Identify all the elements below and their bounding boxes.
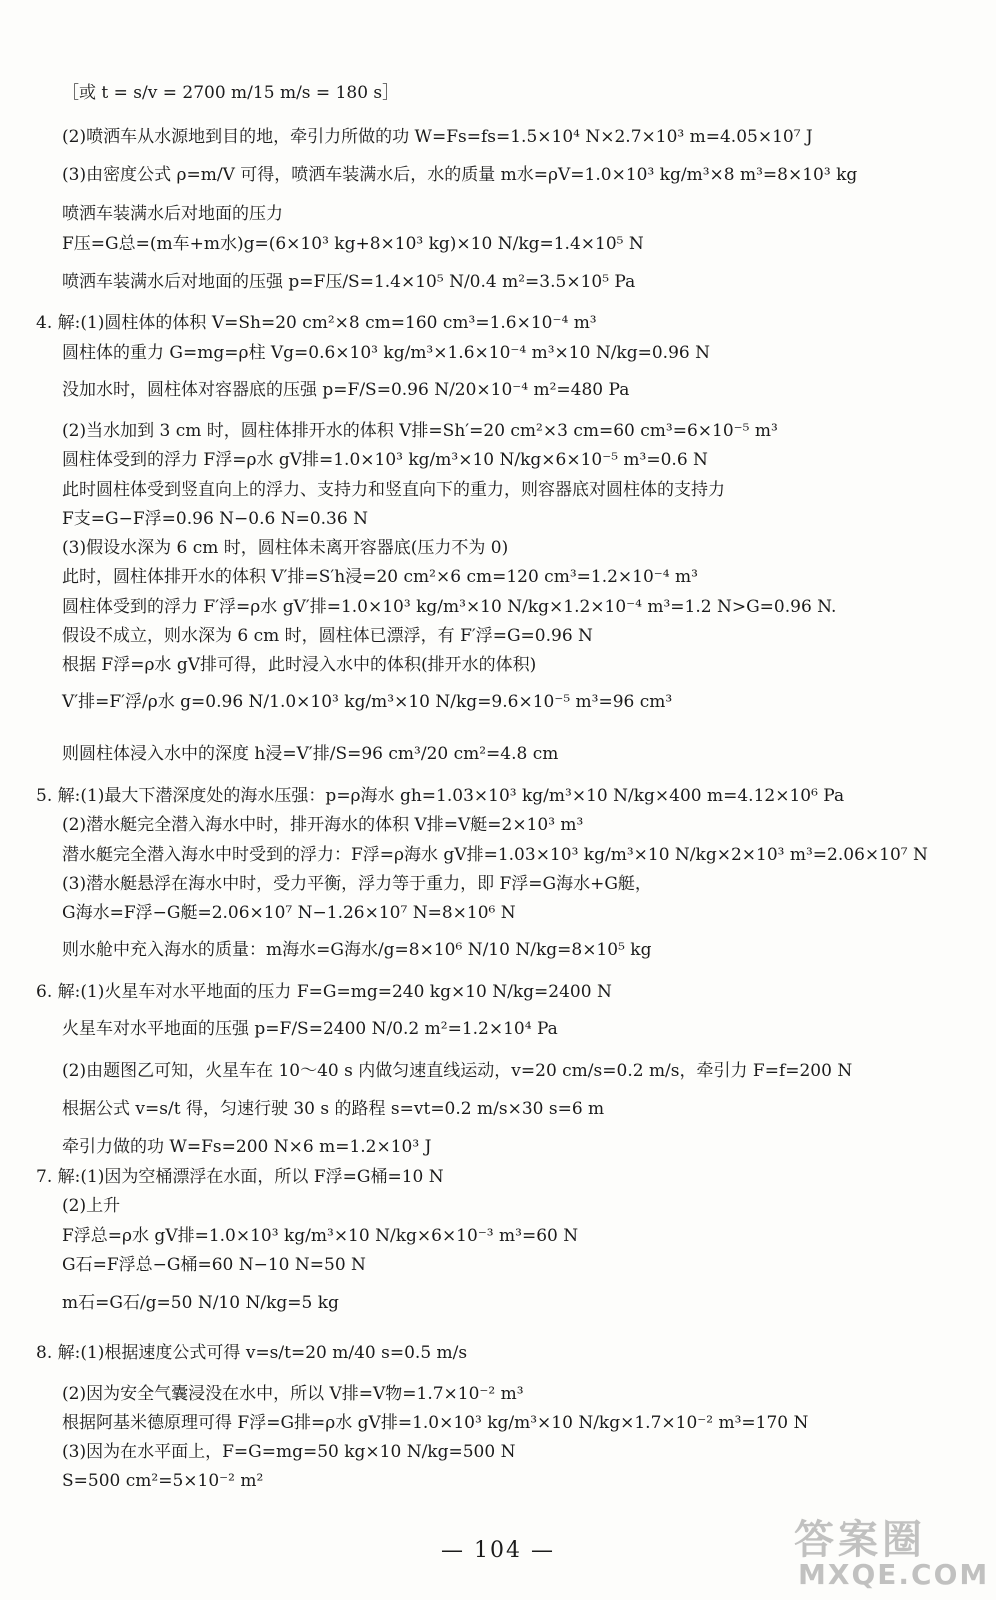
solution-line: (3)假设水深为 6 cm 时，圆柱体未离开容器底(压力不为 0): [62, 538, 509, 558]
solution-line: 4. 解:(1)圆柱体的体积 V=Sh=20 cm²×8 cm=160 cm³=1.6×10⁻⁴ m³: [36, 313, 597, 333]
solution-line: G石=F浮总−G桶=60 N−10 N=50 N: [62, 1255, 366, 1275]
solution-line: 此时，圆柱体排开水的体积 V′排=S′h浸=20 cm²×6 cm=120 cm³=1.2×10⁻⁴ m³: [62, 567, 698, 587]
solution-line: (2)当水加到 3 cm 时，圆柱体排开水的体积 V排=Sh′=20 cm²×3 cm=60 cm³=6×10⁻⁵ m³: [62, 421, 778, 441]
solution-line: m石=G石/g=50 N/10 N/kg=5 kg: [62, 1293, 339, 1313]
solution-line: 喷洒车装满水后对地面的压强 p=F压/S=1.4×10⁵ N/0.4 m²=3.5×10⁵ Pa: [62, 272, 636, 292]
solution-line: 圆柱体受到的浮力 F′浮=ρ水 gV′排=1.0×10³ kg/m³×10 N/kg×1.2×10⁻⁴ m³=1.2 N>G=0.96 N.: [62, 597, 837, 617]
solution-line: 8. 解:(1)根据速度公式可得 v=s/t=20 m/40 s=0.5 m/s: [36, 1343, 468, 1363]
solution-line: 则圆柱体浸入水中的深度 h浸=V′排/S=96 cm³/20 cm²=4.8 cm: [62, 744, 559, 764]
solution-line: 则水舱中充入海水的质量：m海水=G海水/g=8×10⁶ N/10 N/kg=8×10⁵ kg: [62, 940, 652, 960]
watermark-text-top: 答案圈: [794, 1517, 926, 1563]
solution-line: 喷洒车装满水后对地面的压力: [62, 204, 283, 224]
solution-line: 圆柱体受到的浮力 F浮=ρ水 gV排=1.0×10³ kg/m³×10 N/kg×6×10⁻⁵ m³=0.6 N: [62, 450, 708, 470]
solution-line: 潜水艇完全潜入海水中时受到的浮力：F浮=ρ海水 gV排=1.03×10³ kg/m³×10 N/kg×2×10³ m³=2.06×10⁷ N: [62, 845, 928, 865]
solution-line: 5. 解:(1)最大下潜深度处的海水压强：p=ρ海水 gh=1.03×10³ kg/m³×10 N/kg×400 m=4.12×10⁶ Pa: [36, 786, 845, 806]
solution-line: 6. 解:(1)火星车对水平地面的压力 F=G=mg=240 kg×10 N/kg=2400 N: [36, 982, 612, 1002]
solution-line: (2)喷洒车从水源地到目的地，牵引力所做的功 W=Fs=fs=1.5×10⁴ N×2.7×10³ m=4.05×10⁷ J: [62, 127, 813, 147]
watermark-text-bottom: MXQE.COM: [798, 1558, 990, 1591]
solution-line: F支=G−F浮=0.96 N−0.6 N=0.36 N: [62, 509, 368, 529]
solution-line: (3)由密度公式 ρ=m/V 可得，喷洒车装满水后，水的质量 m水=ρV=1.0×10³ kg/m³×8 m³=8×10³ kg: [62, 165, 858, 185]
solution-line: 火星车对水平地面的压强 p=F/S=2400 N/0.2 m²=1.2×10⁴ Pa: [62, 1019, 558, 1039]
solution-line: V′排=F′浮/ρ水 g=0.96 N/1.0×10³ kg/m³×10 N/kg=9.6×10⁻⁵ m³=96 cm³: [62, 692, 673, 712]
solution-line: 没加水时，圆柱体对容器底的压强 p=F/S=0.96 N/20×10⁻⁴ m²=480 Pa: [62, 380, 630, 400]
solution-line: 根据阿基米德原理可得 F浮=G排=ρ水 gV排=1.0×10³ kg/m³×10 N/kg×1.7×10⁻² m³=170 N: [62, 1413, 809, 1433]
watermark-logo: [788, 1508, 990, 1594]
solution-line: 根据 F浮=ρ水 gV排可得，此时浸入水中的体积(排开水的体积): [62, 655, 537, 675]
solution-line: (2)由题图乙可知，火星车在 10～40 s 内做匀速直线运动，v=20 cm/s=0.2 m/s，牵引力 F=f=200 N: [62, 1061, 853, 1081]
page-number: — 104 —: [441, 1538, 555, 1563]
solution-line: 此时圆柱体受到竖直向上的浮力、支持力和竖直向下的重力，则容器底对圆柱体的支持力: [62, 480, 725, 500]
solution-line: 假设不成立，则水深为 6 cm 时，圆柱体已漂浮，有 F′浮=G=0.96 N: [62, 626, 593, 646]
solution-line: (3)潜水艇悬浮在海水中时，受力平衡，浮力等于重力，即 F浮=G海水+G艇，: [62, 874, 652, 894]
solution-line: (3)因为在水平面上，F=G=mg=50 kg×10 N/kg=500 N: [62, 1442, 516, 1462]
solution-line: F浮总=ρ水 gV排=1.0×10³ kg/m³×10 N/kg×6×10⁻³ m³=60 N: [62, 1226, 579, 1246]
solution-line: 圆柱体的重力 G=mg=ρ柱 Vg=0.6×10³ kg/m³×1.6×10⁻⁴ m³×10 N/kg=0.96 N: [62, 343, 710, 363]
solution-line: (2)上升: [62, 1196, 121, 1216]
solution-line: (2)潜水艇完全潜入海水中时，排开海水的体积 V排=V艇=2×10³ m³: [62, 815, 584, 835]
solution-line: 根据公式 v=s/t 得，匀速行驶 30 s 的路程 s=vt=0.2 m/s×30 s=6 m: [62, 1099, 605, 1119]
solution-line: ［或 t = s/v = 2700 m/15 m/s = 180 s］: [62, 83, 400, 103]
solution-line: G海水=F浮−G艇=2.06×10⁷ N−1.26×10⁷ N=8×10⁶ N: [62, 903, 516, 923]
solution-line: F压=G总=(m车+m水)g=(6×10³ kg+8×10³ kg)×10 N/kg=1.4×10⁵ N: [62, 234, 644, 254]
solution-line: 7. 解:(1)因为空桶漂浮在水面，所以 F浮=G桶=10 N: [36, 1167, 444, 1187]
solution-line: (2)因为安全气囊浸没在水中，所以 V排=V物=1.7×10⁻² m³: [62, 1384, 524, 1404]
solution-line: 牵引力做的功 W=Fs=200 N×6 m=1.2×10³ J: [62, 1137, 432, 1157]
solution-line: S=500 cm²=5×10⁻² m²: [62, 1471, 264, 1491]
